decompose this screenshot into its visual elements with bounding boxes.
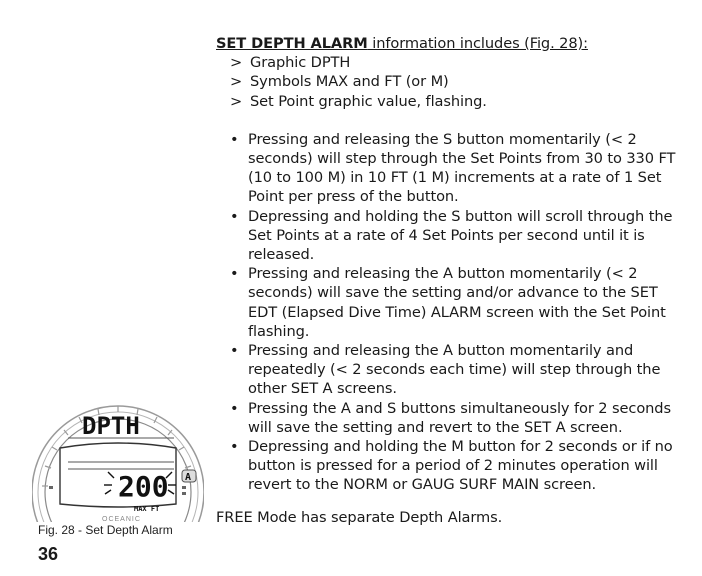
section-heading-title: SET DEPTH ALARM [216, 35, 368, 52]
instruction-item: • Pressing the A and S buttons simultaneously for 2 seconds will save the setting and revert to the SET A screen. [230, 399, 686, 437]
dive-computer-illustration [32, 382, 204, 522]
instruction-item: • Pressing and releasing the S button momentarily (< 2 seconds) will step through the Set Points from 30 to 330 FT (10 to 100 M) in 10 FT (1 M) increments at a rate of 1 Set Point per press of the button. [230, 130, 686, 207]
free-mode-note: FREE Mode has separate Depth Alarms. [216, 508, 503, 526]
display-value-text: 200 [118, 470, 169, 503]
includes-item: > Graphic DPTH [230, 53, 686, 72]
page-number: 36 [38, 544, 59, 564]
instruction-item: • Depressing and holding the S button will scroll through the Set Points at a rate of 4 Set Points per second until it is released. [230, 207, 686, 265]
instruction-list [216, 130, 686, 495]
instruction-item: • Pressing and releasing the A button momentarily (< 2 seconds) will save the setting and/or advance to the SET EDT (Elapsed Dive Time) ALARM screen with the Set Point flashing. [230, 264, 686, 341]
section-heading [216, 34, 686, 53]
section-heading-rest: information includes (Fig. 28): [367, 35, 588, 52]
display-units-text: MAX FT [134, 505, 160, 513]
includes-item: > Symbols MAX and FT (or M) [230, 72, 686, 91]
includes-item: > Set Point graphic value, flashing. [230, 92, 686, 111]
manual-text-column [216, 34, 686, 527]
instruction-item: • Pressing and releasing the A button momentarily and repeatedly (< 2 seconds each time) will step through the other SET A screens. [230, 341, 686, 399]
instruction-item: • Depressing and holding the M button for 2 seconds or if no button is pressed for a period of 2 minutes operation will revert to the NORM or GAUG SURF MAIN screen. [230, 437, 686, 495]
display-dpth-text: DPTH [82, 412, 140, 440]
dive-computer-figure [32, 382, 204, 522]
brand-text: OCEANIC [102, 516, 141, 522]
figure-caption: Fig. 28 - Set Depth Alarm [38, 523, 173, 537]
button-a-label: A [185, 472, 192, 483]
includes-list [216, 53, 686, 111]
